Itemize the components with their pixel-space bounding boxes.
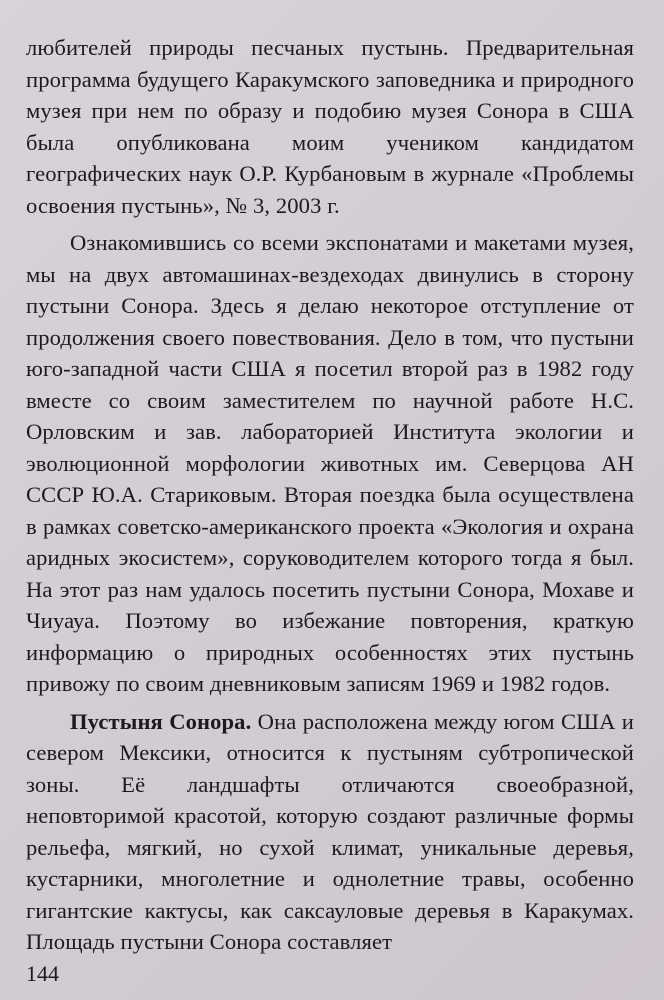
paragraph-1-text: любителей природы песчаных пустынь. Предварительная программа будущего Каракумского заповедника и природного музея при нем по образу и подобию музея Сонора в США была опубликована моим учеником кандидатом географических наук О.Р. Курбановым в журнале «Проблемы освоения пустынь», № 3, 2003 г. [26, 35, 634, 218]
body-text [26, 32, 634, 958]
section-heading-sonora: Пустыня Сонора. [70, 708, 252, 734]
paragraph-1 [26, 32, 634, 221]
page-number: 144 [26, 961, 59, 986]
paragraph-3-text: Она расположена между югом США и севером Мексики, относится к пустыням субтропической зоны. Её ландшафты отличаются своеобразной, неповторимой красотой, которую создают различные формы рельефа, мягкий, но сухой климат, уникальные деревья, кустарники, многолетние и однолетние травы, особенно гигантские кактусы, как саксауловые деревья в Каракумах. Площадь пустыни Сонора составляет [26, 708, 634, 954]
paragraph-2 [26, 227, 634, 700]
paragraph-3 [26, 706, 634, 958]
paragraph-2-text: Ознакомившись со всеми экспонатами и макетами музея, мы на двух автомашинах-вездеходах двинулись в сторону пустыни Сонора. Здесь я делаю некоторое отступление от продолжения своего повествования. Дело в том, что пустыни юго-западной части США я посетил второй раз в 1982 году вместе со своим заместителем по научной работе Н.С. Орловским и зав. лабораторией Института экологии и эволюционной морфологии животных им. Северцова АН СССР Ю.А. Стариковым. Вторая поездка была осуществлена в рамках советско-американского проекта «Экология и охрана аридных экосистем», соруководителем которого тогда я был. На этот раз нам удалось посетить пустыни Сонора, Мохаве и Чиуауа. Поэтому во избежание повторения, краткую информацию о природных особенностях этих пустынь привожу по своим дневниковым записям 1969 и 1982 годов. [26, 230, 634, 696]
